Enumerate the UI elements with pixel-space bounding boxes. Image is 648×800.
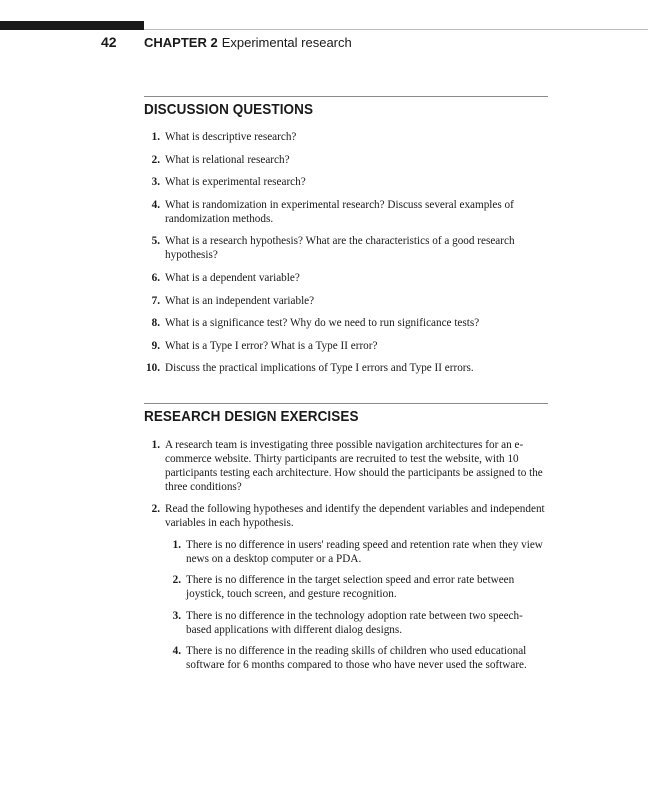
item-number: 8. (151, 317, 160, 330)
exercises-rule (144, 403, 548, 404)
running-header (144, 35, 352, 50)
item-number: 9. (151, 339, 160, 352)
item-text: What is an independent variable? (165, 294, 315, 307)
item-text: There is no difference in users' reading speed and retention rate when they view news on a desktop computer or a PDA. (186, 538, 543, 565)
chapter-title: Experimental research (221, 35, 352, 50)
item-number: 4. (151, 198, 160, 211)
item-number: 3. (172, 609, 181, 622)
list-item (165, 538, 548, 566)
discussion-list (144, 130, 548, 384)
exercises-list (144, 438, 548, 680)
item-number: 10. (146, 362, 160, 375)
list-item (144, 361, 548, 375)
item-number: 4. (172, 645, 181, 657)
list-item (144, 175, 548, 189)
item-text: Read the following hypotheses and identify the dependent variables and independent variables in each hypothesis. (165, 502, 545, 529)
list-item (144, 316, 548, 330)
list-item (144, 294, 548, 308)
list-item (144, 153, 548, 167)
list-item (165, 644, 548, 672)
list-item (165, 609, 548, 637)
list-item (144, 502, 548, 673)
item-text: There is no difference in the technology adoption rate between two speech-based applications with different dialog designs. (186, 609, 523, 636)
item-number: 5. (151, 235, 160, 248)
item-text: What is relational research? (165, 153, 290, 166)
item-number: 7. (151, 294, 160, 307)
item-number: 6. (151, 271, 160, 284)
item-number: 2. (172, 574, 181, 586)
item-text: What is descriptive research? (165, 131, 297, 143)
list-item (144, 438, 548, 494)
list-item (165, 573, 548, 601)
list-item (144, 339, 548, 353)
item-number: 2. (151, 153, 160, 166)
item-text: There is no difference in the reading skills of children who used educational software for 6 months compared to those who have never used the software. (186, 645, 527, 671)
item-text: What is a significance test? Why do we need to run significance tests? (165, 317, 480, 330)
chapter-label: CHAPTER 2 (144, 35, 218, 50)
item-text: What is a Type I error? What is a Type II error? (165, 339, 378, 352)
item-number: 1. (151, 439, 160, 451)
list-item (144, 130, 548, 144)
hypotheses-list (165, 538, 548, 673)
exercises-heading: RESEARCH DESIGN EXERCISES (144, 408, 359, 425)
discussion-rule (144, 96, 548, 97)
list-item (144, 198, 548, 226)
item-text: What is randomization in experimental research? Discuss several examples of randomization methods. (165, 198, 514, 225)
item-text: What is a dependent variable? (165, 271, 300, 284)
item-text: Discuss the practical implications of Type I errors and Type II errors. (165, 362, 474, 375)
item-number: 3. (151, 176, 160, 189)
list-item (144, 271, 548, 285)
list-item (144, 234, 548, 262)
discussion-heading: DISCUSSION QUESTIONS (144, 101, 314, 118)
header-rule (144, 29, 648, 30)
item-number: 1. (172, 538, 181, 551)
item-text: What is a research hypothesis? What are the characteristics of a good research hypothesis? (165, 235, 515, 262)
item-text: What is experimental research? (165, 176, 306, 189)
page-number: 42 (101, 34, 117, 50)
header-black-bar (0, 21, 144, 30)
item-text: There is no difference in the target selection speed and error rate between joystick, touch screen, and gesture recognition. (186, 574, 515, 600)
item-text: A research team is investigating three possible navigation architectures for an e-commerce website. Thirty participants are recruited to test the website, with 10 participants testing each architecture. How should the participants be assigned to the three conditions? (165, 439, 543, 493)
item-number: 1. (151, 131, 160, 143)
item-number: 2. (151, 502, 160, 515)
